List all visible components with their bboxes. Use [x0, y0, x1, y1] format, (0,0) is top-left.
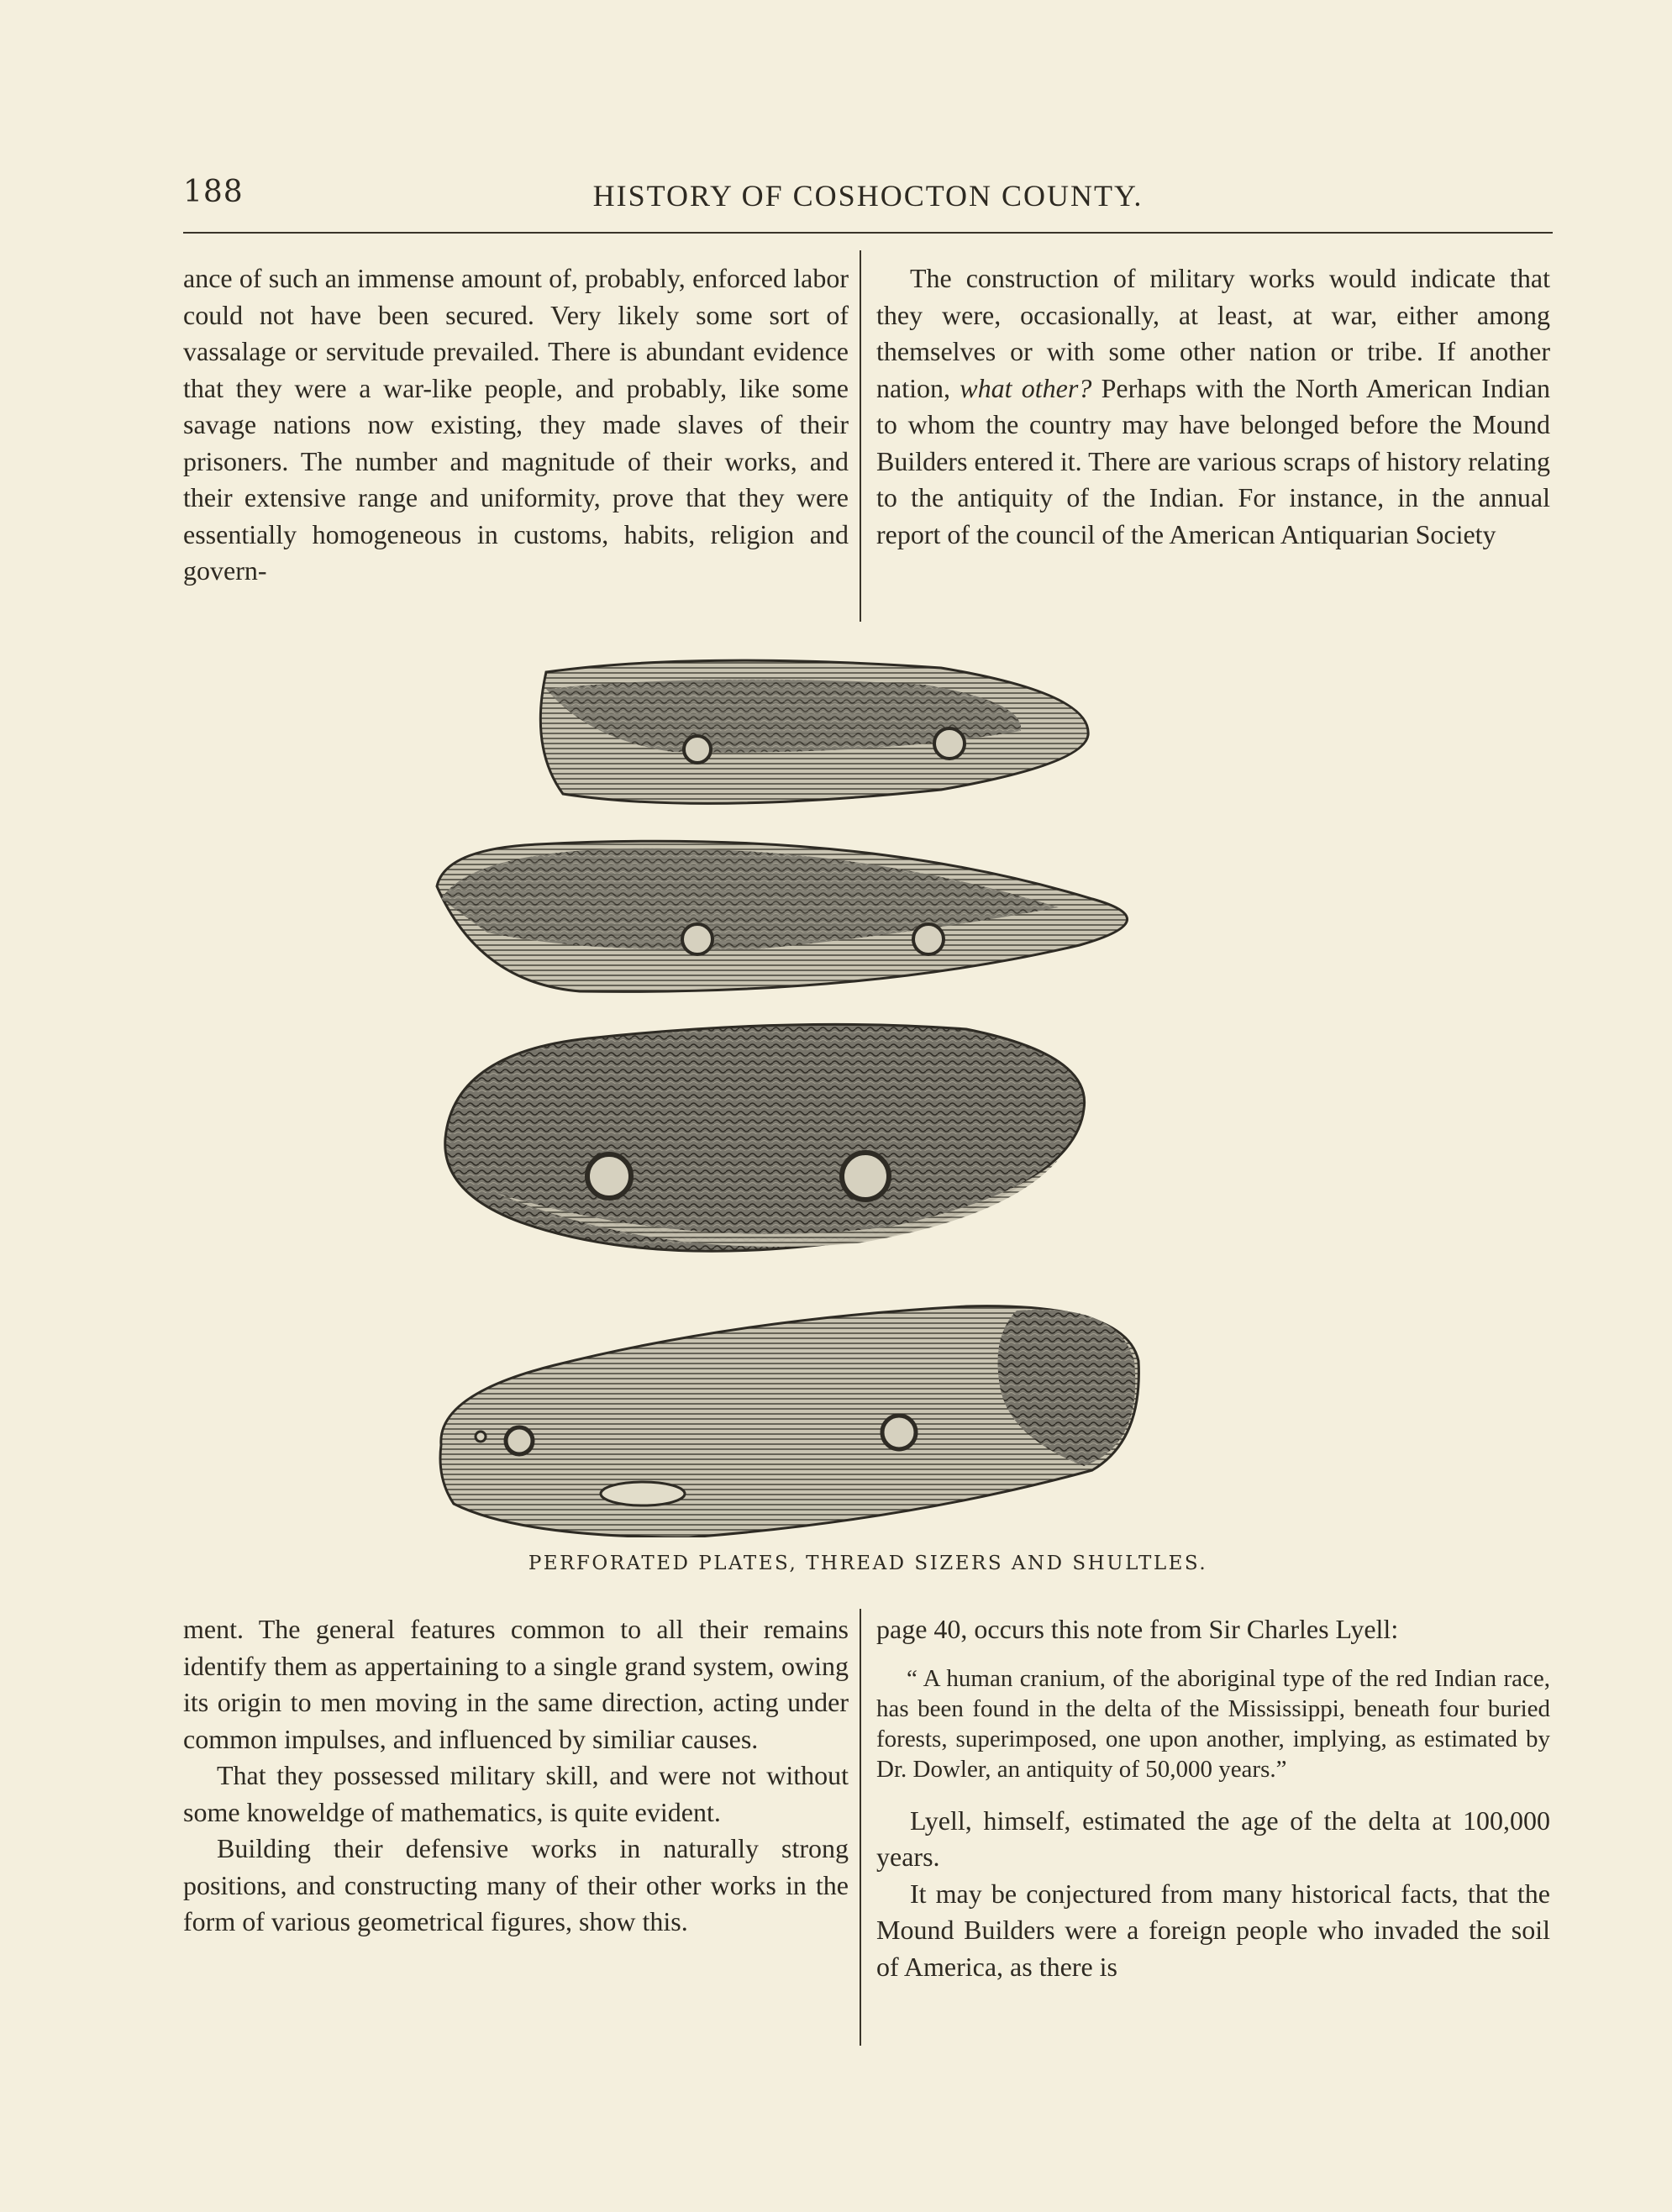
bottom-column-rule	[860, 1609, 861, 2046]
perforation-hole	[684, 736, 711, 763]
top-left-paragraph: ance of such an immense amount of, probably, enforced labor could not have been secured. Very likely some sort of vassalage or servitude prevailed. There is abundant evidence that they were a war-like people, and probably, like some savage nations now existing, they made slaves of their prisoners. The number and magnitude of their works, and their extensive range and uniformity, prove that they were essentially homogeneous in customs, habits, religion and govern-	[183, 263, 849, 586]
lyell-quote: “ A human cranium, of the aboriginal type of the red Indian race, has been found in the delta of the Mississippi, beneath four buried forests, superimposed, one upon another, implying, as estimated by Dr. Dowler, an antiquity of 50,000 years.”	[876, 1664, 1550, 1783]
oval-mark	[601, 1482, 685, 1505]
top-column-rule	[860, 250, 861, 622]
perforation-hole	[913, 924, 944, 954]
bottom-left-column	[183, 1611, 849, 1941]
perforation-hole	[506, 1427, 533, 1454]
bottom-right-column	[876, 1611, 1550, 1985]
bottom-left-paragraph-2: That they possessed military skill, and were not without some knoweldge of mathematics, is quite evident.	[183, 1760, 849, 1827]
bottom-right-intro: page 40, occurs this note from Sir Charles Lyell:	[876, 1614, 1399, 1644]
page-number: 188	[183, 175, 244, 209]
perforation-hole	[882, 1416, 916, 1449]
top-right-italic: what other?	[960, 372, 1092, 403]
top-right-text-b: Perhaps with the North American Indian to whom the country may have belonged before the Mound Builders entered it. There are various scraps of history relating to the antiquity of the Indian. For instance, in the annual report of the council of the American Antiquarian Society	[876, 372, 1551, 549]
perforation-hole	[476, 1432, 486, 1442]
perforation-hole	[587, 1154, 631, 1198]
perforation-hole	[842, 1153, 889, 1200]
perforated-plate-2	[437, 841, 1128, 991]
top-right-paragraph	[876, 260, 1550, 553]
top-right-text-a: The construction of military works would indicate that they were, occasionally, at least, at war, either among themselves or with some other nation or tribe. If another nation,	[876, 263, 1550, 403]
figure-caption: PERFORATED PLATES, THREAD SIZERS AND SHULTLES.	[528, 1553, 1208, 1574]
header-rule	[183, 232, 1553, 234]
perforated-plate-4	[440, 1306, 1138, 1537]
bottom-left-paragraph-1: ment. The general features common to all their remains identify them as appertaining to a single grand system, owing its origin to men moving in the same direction, acting under common impulses, and influenced by similiar causes.	[183, 1614, 849, 1754]
bottom-right-paragraph-2: It may be conjectured from many historical facts, that the Mound Builders were a foreign people who invaded the soil of America, as there is	[876, 1878, 1550, 1982]
running-title: HISTORY OF COSHOCTON COUNTY.	[592, 179, 1144, 213]
top-right-column	[876, 260, 1550, 553]
bottom-right-paragraph-1: Lyell, himself, estimated the age of the delta at 100,000 years.	[876, 1805, 1550, 1872]
perforation-hole	[934, 728, 965, 759]
perforated-plate-3	[445, 1024, 1085, 1251]
perforation-hole	[682, 924, 712, 954]
page-header	[183, 168, 1553, 227]
bottom-left-paragraph-3: Building their defensive works in naturally strong positions, and constructing many of their other works in the form of various geometrical figures, show this.	[183, 1833, 849, 1936]
top-left-column	[183, 260, 849, 590]
perforated-plate-1	[540, 660, 1088, 803]
engraving-figure	[420, 655, 1260, 1537]
